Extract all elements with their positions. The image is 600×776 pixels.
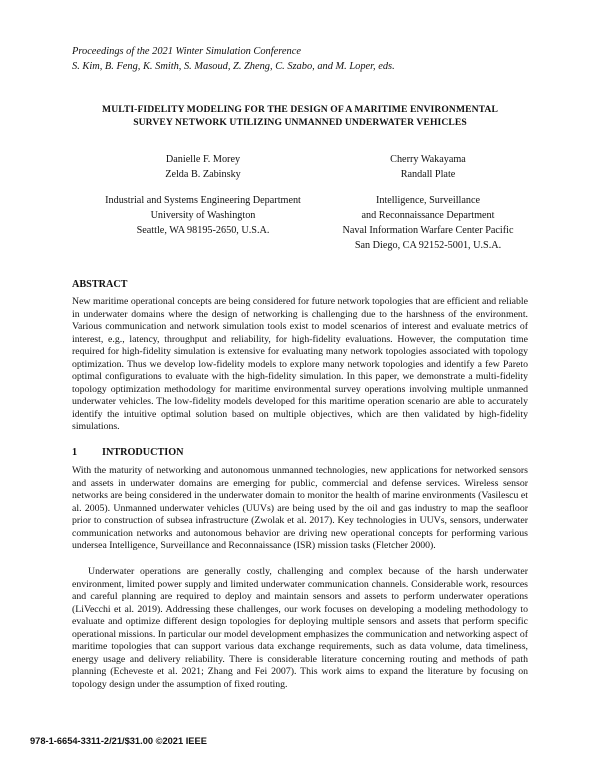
affiliation-right — [328, 193, 528, 253]
author-name: Cherry Wakayama — [390, 154, 466, 165]
affiliation-line: Intelligence, Surveillance — [375, 195, 481, 206]
proceedings-title: Proceedings of the 2021 Winter Simulation Conference — [72, 46, 301, 57]
abstract-text: New maritime operational concepts are being considered for future network topologies that are efficient and reliable in underwater domains where the design of networking is challenging due to the harshness of the environment. Various communication and network simulation tools exist to model scenarios of interest and evaluate metrics of interest, e.g., latency, throughput and reliability, for high-fidelity evaluations. However, the computation time required for high-fidelity simulation is extensive for evaluating many network topologies associated with topology optimization. Thus we develop low-fidelity models to explore many network topologies and identify a few Pareto optimal configurations to evaluate with the high-fidelity simulation. In this paper, we demonstrate a multi-fidelity topology optimization methodology for maritime environmental survey operations involving multiple unmanned underwater vehicles. The low-fidelity models developed for this maritime operation scenario are able to accurately identify the intuitive optimal solution based on multiple objectives, which are then validated by high-fidelity simulations. — [72, 296, 528, 432]
proceedings-editors: S. Kim, B. Feng, K. Smith, S. Masoud, Z. Zheng, C. Szabo, and M. Loper, eds. — [72, 61, 395, 72]
section-number: 1 — [72, 447, 78, 458]
author-name: Zelda B. Zabinsky — [165, 169, 241, 180]
affiliation-left — [72, 193, 334, 238]
affiliation-line: San Diego, CA 92152-5001, U.S.A. — [354, 240, 502, 251]
paper-title-line-2: SURVEY NETWORK UTILIZING UNMANNED UNDERWATER VEHICLES — [133, 117, 467, 128]
affiliation-line: Naval Information Warfare Center Pacific — [342, 225, 514, 236]
section-heading-introduction — [72, 447, 184, 458]
affiliation-line: and Reconnaissance Department — [361, 210, 495, 221]
section-title: INTRODUCTION — [102, 447, 184, 458]
paper-title — [60, 103, 540, 129]
author-name: Randall Plate — [400, 169, 456, 180]
author-block-right — [328, 152, 528, 253]
affiliation-line: Industrial and Systems Engineering Department — [105, 195, 301, 206]
intro-paragraph-1: With the maturity of networking and autonomous unmanned technologies, new applications for networked sensors and assets in underwater domains are emerging for public, commercial and defense services. Wireless sensor networks are being considered in the underwater domain to monitor the health of marine environments (Vasilescu et al. 2005). Unmanned underwater vehicles (UUVs) are being used by the oil and gas industry to map the seafloor prior to construction of subsea infrastructure (Zwolak et al. 2017). Key technologies in UUVs, sensors, underwater communication networks and autonomous behavior are driving new operational concepts for performing various undersea Intelligence, Surveillance and Reconnaissance (ISR) mission tasks (Fletcher 2000). — [72, 465, 528, 551]
copyright-footer: 978-1-6654-3311-2/21/$31.00 ©2021 IEEE — [30, 736, 207, 746]
affiliation-line: Seattle, WA 98195-2650, U.S.A. — [136, 225, 270, 236]
paper-title-line-1: MULTI-FIDELITY MODELING FOR THE DESIGN OF A MARITIME ENVIRONMENTAL — [102, 104, 498, 115]
proceedings-header — [72, 44, 395, 74]
affiliation-line: University of Washington — [150, 210, 256, 221]
author-block-left — [72, 152, 334, 238]
author-name: Danielle F. Morey — [165, 154, 241, 165]
abstract-heading: ABSTRACT — [72, 279, 128, 290]
intro-paragraph-2: Underwater operations are generally costly, challenging and complex because of the harsh underwater environment, limited power supply and limited underwater communication channels. Considerable work, resources and careful planning are required to deploy and maintain sensors and assets to perform underwater operations (LiVecchi et al. 2019). Addressing these challenges, our work focuses on developing a modeling methodology to evaluate and optimize different design topologies for deploying multiple sensors and assets that perform specific operational missions. In particular our model development emphasizes the communication and networking aspect of maritime topologies that can support various data exchange requirements, such as data volume, data timeliness, energy usage and delivery reliability. There is considerable literature concerning routing and methods of path planning (Echeveste et al. 2021; Zhang and Fei 2007). This work aims to expand the literature by focusing on topology design under the assumption of fixed routing. — [72, 566, 528, 690]
